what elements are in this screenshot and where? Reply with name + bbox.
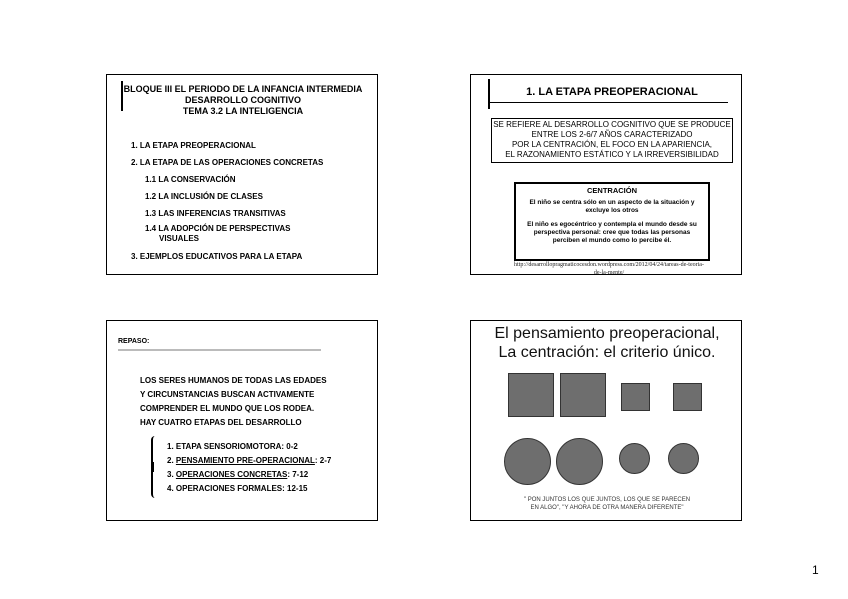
caption-line: EN ALGO", "Y AHORA DE OTRA MANERA DIFERENTE" xyxy=(530,505,684,511)
square-small-2 xyxy=(673,383,702,411)
review-text xyxy=(140,374,327,430)
circle-small-1 xyxy=(619,443,650,474)
box-title: CENTRACIÓN xyxy=(587,186,637,195)
source-line: de-la-mente/ xyxy=(593,270,625,276)
page-number: 1 xyxy=(812,563,819,577)
brace-tip-icon xyxy=(148,462,154,472)
list-item: 1. LA ETAPA PREOPERACIONAL xyxy=(131,141,256,150)
text-line: Y CIRCUNSTANCIAS BUSCAN ACTIVAMENTE xyxy=(140,390,315,399)
circle-large-2 xyxy=(556,438,603,485)
caption-line: " PON JUNTOS LOS QUE JUNTOS, LOS QUE SE PARECEN xyxy=(523,497,691,503)
text-line: LOS SERES HUMANOS DE TODAS LAS EDADES xyxy=(140,376,327,385)
centracion-box xyxy=(514,182,710,261)
slide-preoperational xyxy=(470,74,742,275)
slide-title: 1. LA ETAPA PREOPERACIONAL xyxy=(526,86,698,98)
list-item: 1.4 LA ADOPCIÓN DE PERSPECTIVAS xyxy=(145,224,291,233)
slide-title-bar xyxy=(488,79,490,109)
title-line: DESARROLLO COGNITIVO xyxy=(184,95,301,105)
title-line: TEMA 3.2 LA INTELIGENCIA xyxy=(182,106,304,116)
box-paragraph: El niño es egocéntrico y contempla el mundo desde su perspectiva personal: cree que todas las personas perciben el mundo como lo percibe él. xyxy=(527,221,697,244)
source-line: http://desarrollopragmaticocesdon.wordpress.com/2012/04/24/tareas-de-teoria- xyxy=(514,262,704,268)
list-item: VISUALES xyxy=(159,234,200,243)
slide-review xyxy=(106,320,378,521)
circle-large-1 xyxy=(504,438,551,485)
list-item: 1.1 LA CONSERVACIÓN xyxy=(145,175,236,184)
list-item: 1.3 LAS INFERENCIAS TRANSITIVAS xyxy=(145,209,286,218)
slide-title xyxy=(107,84,379,117)
stage-list xyxy=(167,440,331,496)
definition-line: ENTRE LOS 2-6/7 AÑOS CARACTERIZADO xyxy=(531,130,693,139)
text-line: HAY CUATRO ETAPAS DEL DESARROLLO xyxy=(140,418,302,427)
list-item: 3. OPERACIONES CONCRETAS: 7-12 xyxy=(167,470,309,479)
caption xyxy=(471,496,743,512)
title-underline xyxy=(488,102,728,103)
list-item: 1.2 LA INCLUSIÓN DE CLASES xyxy=(145,192,263,201)
title-line: El pensamiento preoperacional, xyxy=(494,325,720,342)
slide-centration xyxy=(470,320,742,521)
list-item: 2. LA ETAPA DE LAS OPERACIONES CONCRETAS xyxy=(131,158,324,167)
square-small-1 xyxy=(621,383,650,411)
title-line: La centración: el criterio único. xyxy=(498,344,716,361)
title-line: BLOQUE III EL PERIODO DE LA INFANCIA INTERMEDIA xyxy=(123,84,363,94)
text-line: COMPRENDER EL MUNDO QUE LOS RODEA. xyxy=(140,404,315,413)
definition-box xyxy=(491,118,733,163)
review-label: REPASO: xyxy=(118,338,150,345)
source-url xyxy=(483,261,735,277)
circle-small-2 xyxy=(668,443,699,474)
list-item: 2. PENSAMIENTO PRE-OPERACIONAL: 2-7 xyxy=(167,456,332,465)
list-item: 3. EJEMPLOS EDUCATIVOS PARA LA ETAPA xyxy=(131,252,303,261)
definition-line: SE REFIERE AL DESARROLLO COGNITIVO QUE SE PRODUCE xyxy=(493,120,731,129)
square-large-1 xyxy=(508,373,554,417)
list-item: 1. ETAPA SENSORIOMOTORA: 0-2 xyxy=(167,442,298,451)
box-paragraph: El niño se centra sólo en un aspecto de la situación y excluye los otros xyxy=(529,199,695,214)
square-large-2 xyxy=(560,373,606,417)
slide-index xyxy=(106,74,378,275)
definition-line: EL RAZONAMIENTO ESTÁTICO Y LA IRREVERSIBILIDAD xyxy=(505,150,719,159)
slide-title xyxy=(471,324,743,362)
list-item: 4. OPERACIONES FORMALES: 12-15 xyxy=(167,484,308,493)
divider xyxy=(118,349,321,351)
definition-line: POR LA CENTRACIÓN, EL FOCO EN LA APARIENCIA, xyxy=(511,140,713,149)
